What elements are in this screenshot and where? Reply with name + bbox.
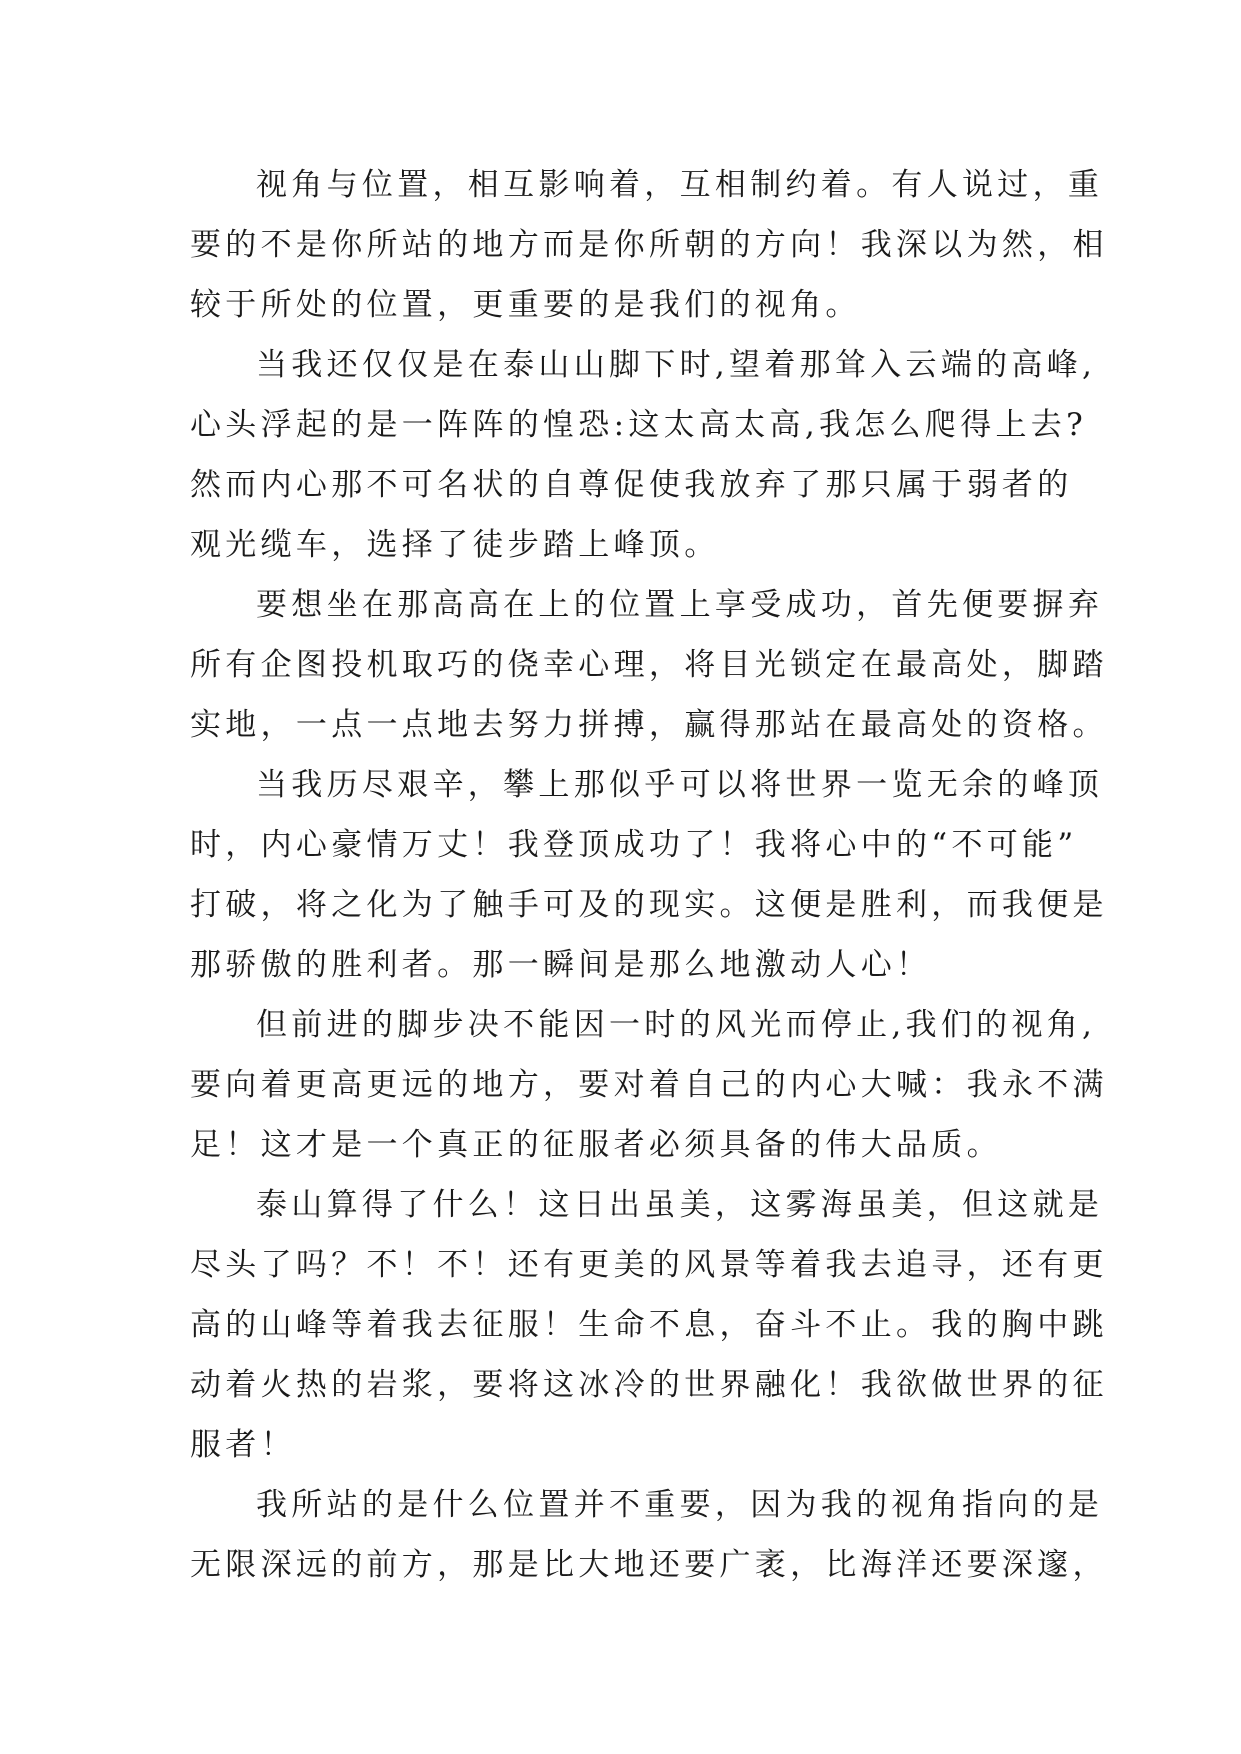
text-line: 时，内心豪情万丈！我登顶成功了！我将心中的“不可能” bbox=[190, 827, 1078, 863]
paragraph-6 bbox=[190, 1175, 1108, 1475]
text-line: 我所站的是什么位置并不重要，因为我的视角指向的是 bbox=[256, 1487, 1104, 1523]
text-line: 观光缆车，选择了徒步踏上峰顶。 bbox=[190, 527, 720, 563]
text-line: 无限深远的前方，那是比大地还要广袤，比海洋还要深邃， bbox=[190, 1547, 1108, 1583]
text-line: 要想坐在那高高在上的位置上享受成功，首先便要摒弃 bbox=[256, 587, 1104, 623]
text-line: 打破，将之化为了触手可及的现实。这便是胜利，而我便是 bbox=[190, 887, 1108, 923]
text-line: 泰山算得了什么！这日出虽美，这雾海虽美，但这就是 bbox=[256, 1187, 1104, 1223]
paragraph-2 bbox=[190, 335, 1097, 575]
text-line: 尽头了吗？不！不！还有更美的风景等着我去追寻，还有更 bbox=[190, 1247, 1108, 1283]
text-line: 较于所处的位置，更重要的是我们的视角。 bbox=[190, 287, 861, 323]
text-line: 服者！ bbox=[190, 1427, 296, 1463]
text-line: 高的山峰等着我去征服！生命不息，奋斗不止。我的胸中跳 bbox=[190, 1307, 1108, 1343]
text-line: 然而内心那不可名状的自尊促使我放弃了那只属于弱者的 bbox=[190, 467, 1073, 503]
document-body bbox=[190, 155, 1108, 1595]
text-line: 动着火热的岩浆，要将这冰冷的世界融化！我欲做世界的征 bbox=[190, 1367, 1108, 1403]
text-line: 视角与位置，相互影响着，互相制约着。有人说过，重 bbox=[256, 167, 1104, 203]
text-line: 当我还仅仅是在泰山山脚下时,望着那耸入云端的高峰, bbox=[256, 347, 1097, 383]
text-line: 所有企图投机取巧的侥幸心理，将目光锁定在最高处，脚踏 bbox=[190, 647, 1108, 683]
text-line: 要向着更高更远的地方，要对着自己的内心大喊：我永不满 bbox=[190, 1067, 1108, 1103]
text-line: 心头浮起的是一阵阵的惶恐:这太高太高,我怎么爬得上去? bbox=[190, 407, 1088, 443]
text-line: 那骄傲的胜利者。那一瞬间是那么地激动人心！ bbox=[190, 947, 932, 983]
text-line: 实地，一点一点地去努力拼搏，赢得那站在最高处的资格。 bbox=[190, 707, 1108, 743]
paragraph-5 bbox=[190, 995, 1108, 1175]
text-line: 当我历尽艰辛，攀上那似乎可以将世界一览无余的峰顶 bbox=[256, 767, 1104, 803]
paragraph-3 bbox=[190, 575, 1108, 755]
text-line: 足！这才是一个真正的征服者必须具备的伟大品质。 bbox=[190, 1127, 1002, 1163]
paragraph-7 bbox=[190, 1475, 1108, 1595]
text-line: 要的不是你所站的地方而是你所朝的方向！我深以为然，相 bbox=[190, 227, 1108, 263]
paragraph-4 bbox=[190, 755, 1108, 995]
paragraph-1 bbox=[190, 155, 1108, 335]
text-line: 但前进的脚步决不能因一时的风光而停止,我们的视角, bbox=[256, 1007, 1097, 1043]
